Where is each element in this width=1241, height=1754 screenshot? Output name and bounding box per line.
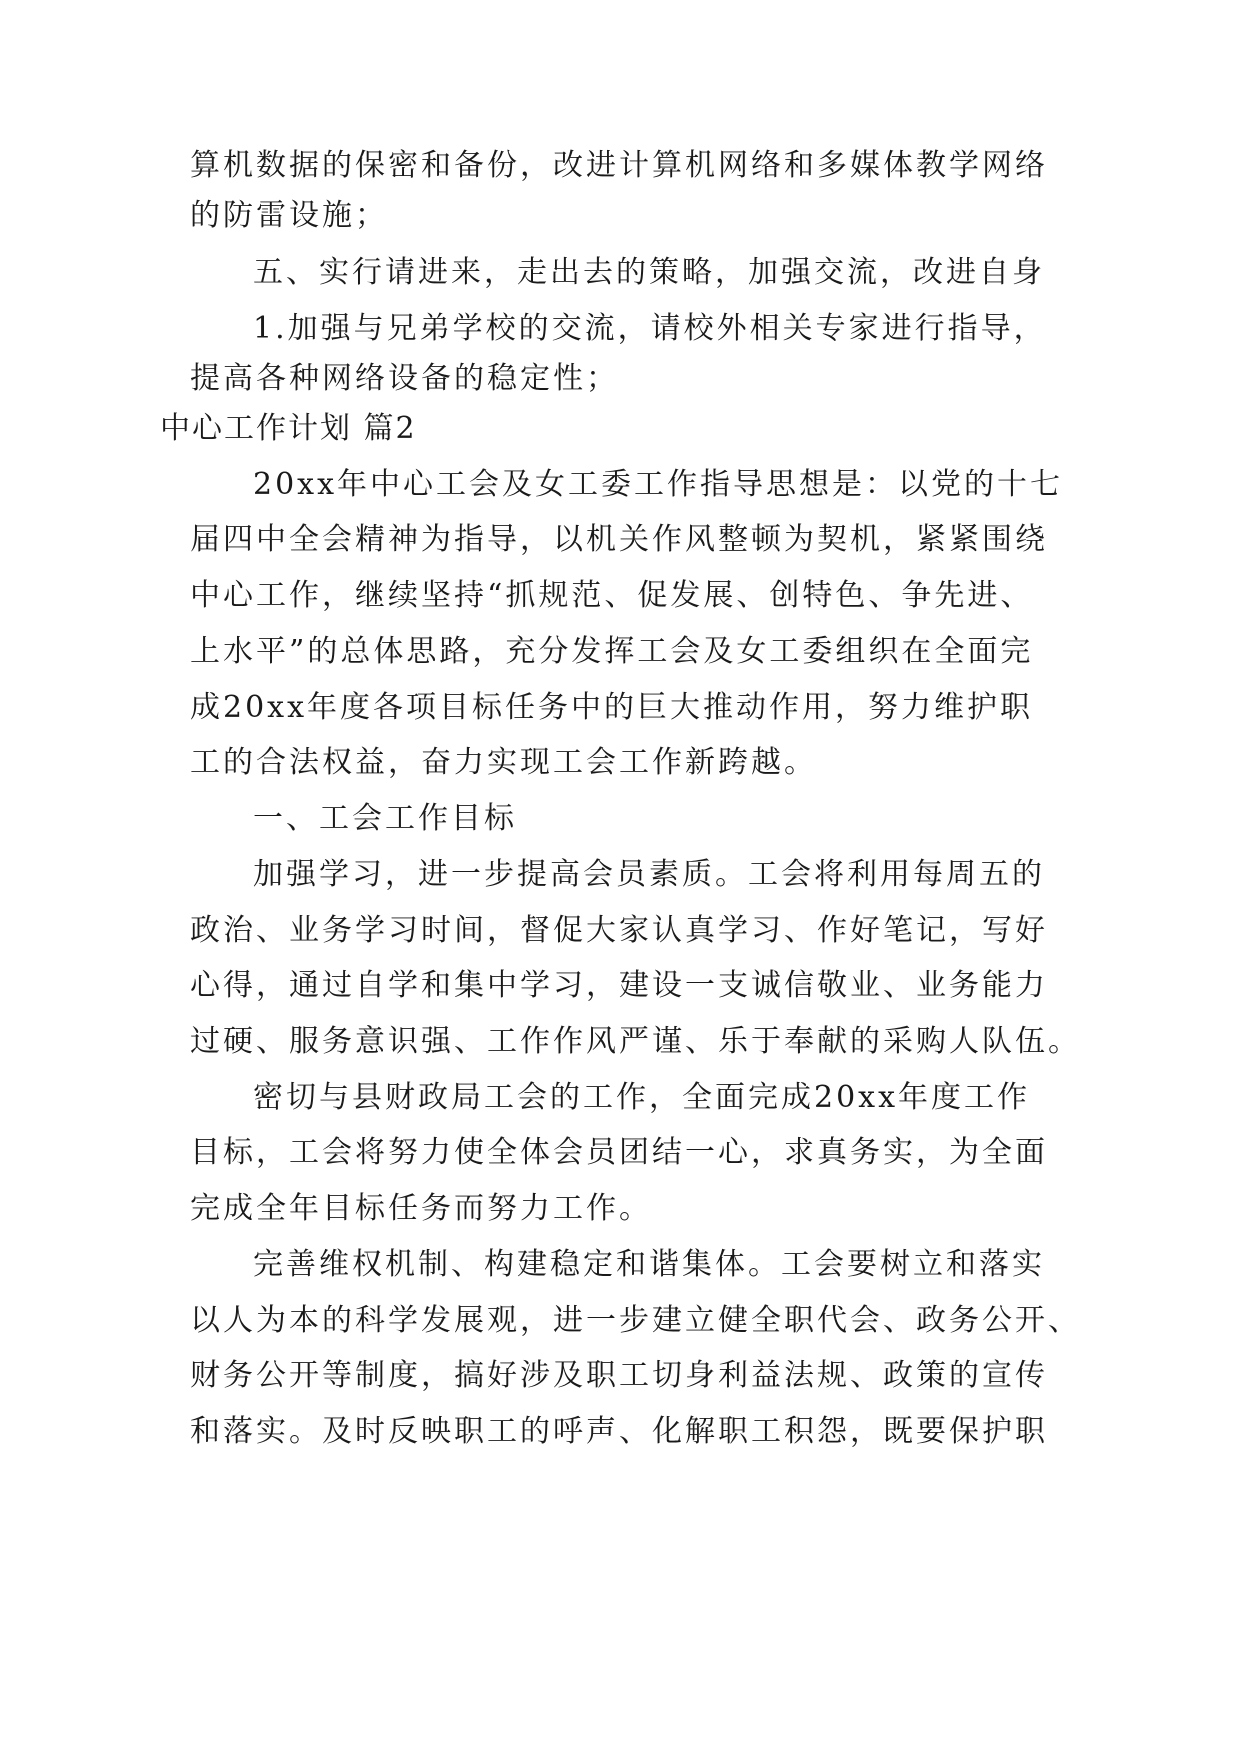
- text-line: 过硬、服务意识强、工作作风严谨、乐于奉献的采购人队伍。: [190, 1024, 1081, 1059]
- text-line: 的防雷设施；: [190, 198, 388, 233]
- section-heading: 一、工会工作目标: [253, 801, 517, 836]
- text-line: 密切与县财政局工会的工作，全面完成20xx年度工作: [253, 1080, 1031, 1115]
- text-line: 算机数据的保密和备份，改进计算机网络和多媒体教学网络: [190, 148, 1048, 183]
- text-line: 成20xx年度各项目标任务中的巨大推动作用，努力维护职: [190, 690, 1034, 725]
- text-line: 工的合法权益，奋力实现工会工作新跨越。: [190, 745, 817, 780]
- text-line: 目标，工会将努力使全体会员团结一心，求真务实，为全面: [190, 1135, 1048, 1170]
- text-line: 以人为本的科学发展观，进一步建立健全职代会、政务公开、: [190, 1303, 1081, 1338]
- text-line: 财务公开等制度，搞好涉及职工切身利益法规、政策的宣传: [190, 1358, 1048, 1393]
- list-item: 1.加强与兄弟学校的交流，请校外相关专家进行指导，: [253, 311, 1047, 346]
- text-line: 政治、业务学习时间，督促大家认真学习、作好笔记，写好: [190, 913, 1048, 948]
- text-line: 上水平”的总体思路，充分发挥工会及女工委组织在全面完: [190, 634, 1034, 669]
- article-title: 中心工作计划 篇2: [160, 411, 417, 446]
- text-line: 中心工作，继续坚持“抓规范、促发展、创特色、争先进、: [190, 578, 1034, 613]
- text-line: 完成全年目标任务而努力工作。: [190, 1191, 652, 1226]
- text-line: 完善维权机制、构建稳定和谐集体。工会要树立和落实: [253, 1247, 1045, 1282]
- text-line: 20xx年中心工会及女工委工作指导思想是：以党的十七: [253, 467, 1064, 502]
- text-line: 心得，通过自学和集中学习，建设一支诚信敬业、业务能力: [190, 968, 1048, 1003]
- text-line: 届四中全会精神为指导，以机关作风整顿为契机，紧紧围绕: [190, 522, 1048, 557]
- text-line: 加强学习，进一步提高会员素质。工会将利用每周五的: [253, 857, 1045, 892]
- text-line: 和落实。及时反映职工的呼声、化解职工积怨，既要保护职: [190, 1414, 1048, 1449]
- text-line: 提高各种网络设备的稳定性；: [190, 361, 619, 396]
- section-heading: 五、实行请进来，走出去的策略，加强交流，改进自身: [253, 255, 1045, 290]
